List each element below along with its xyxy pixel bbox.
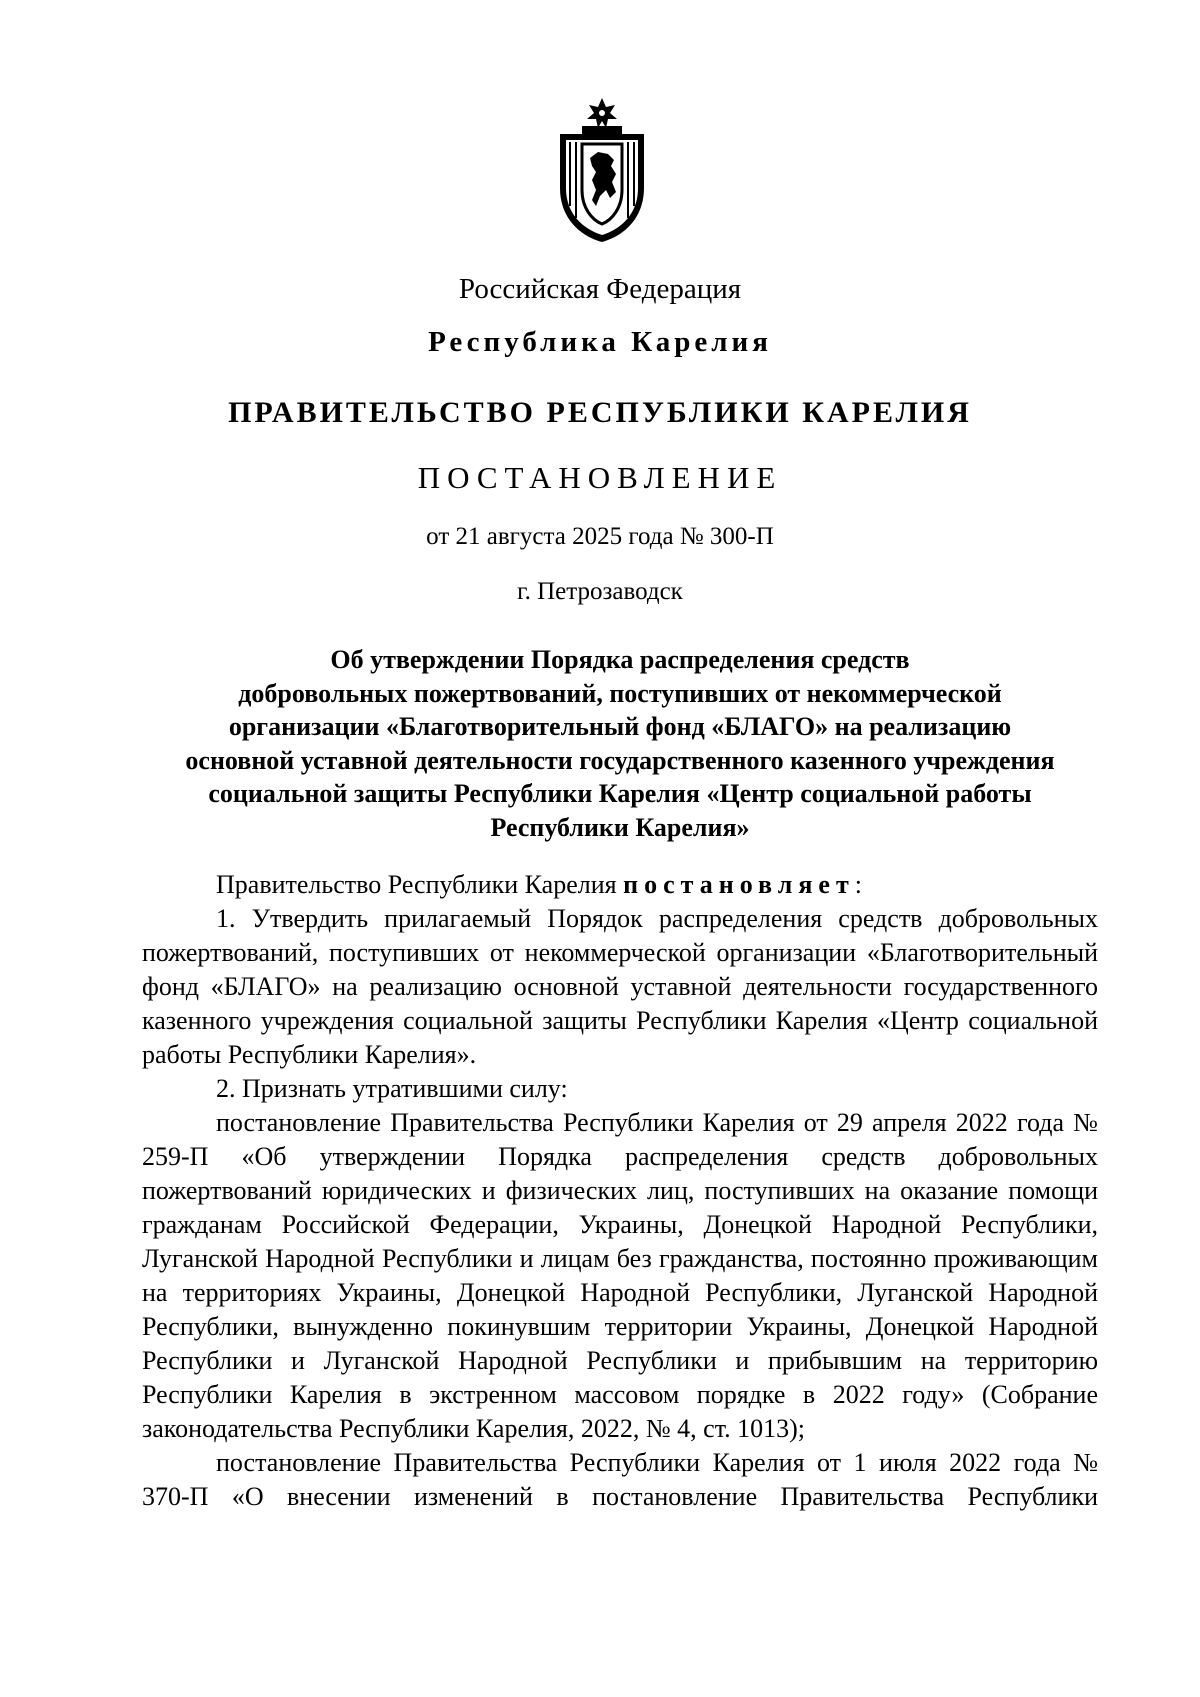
title-line: социальной защиты Республики Карелия «Центр социальной работы — [208, 779, 1032, 808]
repeal-2-paragraph: постановление Правительства Республики Карелия от 1 июля 2022 года № 370-П «О внесении изменений в постановление Правительства Республики — [142, 1448, 1098, 1511]
document-title — [140, 643, 1100, 844]
title-line: добровольных пожертвований, поступивших от некоммерческой — [238, 678, 1002, 708]
document-body — [142, 868, 1098, 1514]
title-line: Об утверждении Порядка распределения средств — [330, 645, 910, 674]
country-name: Российская Федерация — [458, 273, 742, 305]
title-line: организации «Благотворительный фонд «БЛАГО» на реализацию — [228, 712, 1012, 741]
title-line: основной уставной деятельности государственного казенного учреждения — [185, 745, 1055, 775]
intro-text: Правительство Республики Карелия — [216, 870, 624, 899]
repeal-1-paragraph: постановление Правительства Республики Карелия от 29 апреля 2022 года № 259-П «Об утверждении Порядка распределения средств добровольных пожертвований юридических и физических лиц, поступивших на оказание помощи гражданам Российской Федерации, Украины, Донецкой Народной Республики, Луганской Народной Республики и лицам без гражданства, постоянно проживающим на территориях Украины, Донецкой Народной Республики, Луганской Народной Республики, вынужденно покинувшим территории Украины, Донецкой Народной Республики и Луганской Народной Республики и прибывшим на территорию Республики Карелия в экстренном массовом порядке в 2022 году» (Собрание законодательства Республики Карелия, 2022, № 4, ст. 1013); — [142, 1108, 1098, 1443]
intro-verb: постановляет — [623, 870, 855, 899]
document-date-number: от 21 августа 2025 года № 300-П — [426, 523, 774, 550]
intro-end: : — [854, 870, 862, 899]
title-line: Республики Карелия» — [490, 812, 750, 842]
karelia-coat-of-arms-emblem — [554, 96, 650, 246]
document-city: г. Петрозаводск — [517, 578, 683, 605]
government-name: ПРАВИТЕЛЬСТВО РЕСПУБЛИКИ КАРЕЛИЯ — [228, 396, 972, 429]
intro-paragraph — [142, 868, 1098, 902]
republic-name: Республика Карелия — [428, 326, 772, 358]
item-2-paragraph: 2. Признать утратившими силу: — [216, 1074, 568, 1103]
item-1-paragraph: 1. Утвердить прилагаемый Порядок распределения средств добровольных пожертвований, поступивших от некоммерческой организации «Благотворительный фонд «БЛАГО» на реализацию основной уставной деятельности государственного казенного учреждения социальной защиты Республики Карелия «Центр социальной работы Республики Карелия». — [142, 904, 1098, 1069]
document-type: ПОСТАНОВЛЕНИЕ — [417, 460, 783, 495]
